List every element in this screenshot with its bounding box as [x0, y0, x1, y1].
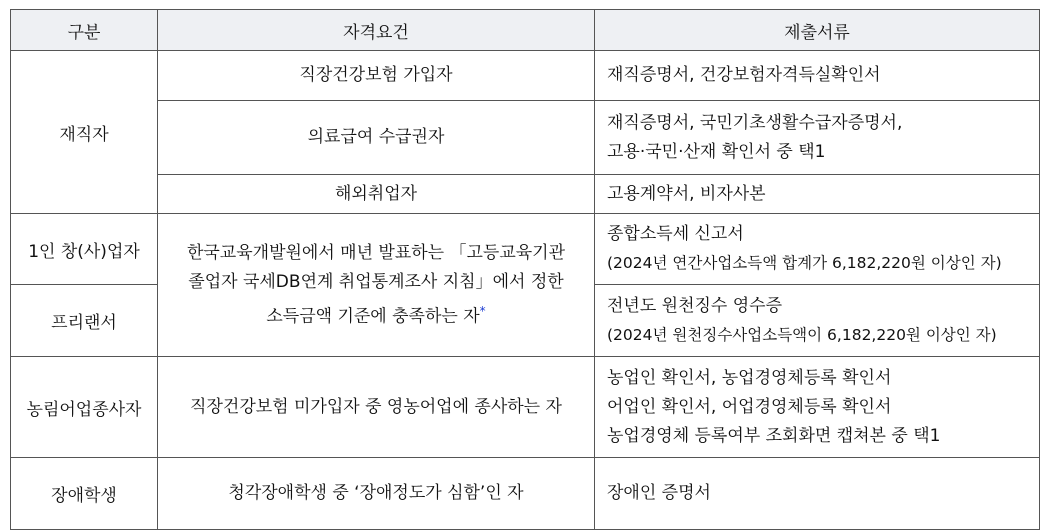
category-disabled-student: 장애학생	[11, 458, 158, 530]
table-row	[11, 458, 1040, 530]
requirement-cell: 해외취업자	[158, 175, 595, 214]
shared-requirement-cell	[158, 214, 595, 357]
requirement-cell: 청각장애학생 중 ‘장애정도가 심함’인 자	[158, 458, 595, 530]
documents-cell	[595, 214, 1040, 285]
document-line: 고용계약서, 비자사본	[607, 183, 766, 204]
requirement-line: 소득금액 기준에 충족하는 자	[266, 306, 480, 327]
category-self-employed: 1인 창(사)업자	[11, 214, 158, 285]
category-employed: 재직자	[11, 51, 158, 214]
document-line: 농업인 확인서, 농업경영체등록 확인서	[607, 367, 892, 388]
category-farmer: 농림어업종사자	[11, 357, 158, 458]
document-line: 전년도 원천징수 영수증	[607, 295, 783, 316]
header-category: 구분	[11, 10, 158, 51]
table-row	[11, 214, 1040, 285]
table-row	[11, 101, 1040, 175]
document-line: (2024년 원천징수사업소득액이 6,182,220원 이상인 자)	[607, 325, 997, 344]
documents-cell	[595, 101, 1040, 175]
table-row	[11, 51, 1040, 101]
table-row	[11, 175, 1040, 214]
requirement-cell: 직장건강보험 가입자	[158, 51, 595, 101]
document-line: 고용·국민·산재 확인서 중 택1	[607, 141, 826, 162]
documents-cell	[595, 458, 1040, 530]
eligibility-table	[10, 9, 1040, 530]
header-documents: 제출서류	[595, 10, 1040, 51]
documents-cell	[595, 175, 1040, 214]
table-row	[11, 357, 1040, 458]
category-freelancer: 프리랜서	[11, 285, 158, 357]
requirement-cell: 직장건강보험 미가입자 중 영농어업에 종사하는 자	[158, 357, 595, 458]
document-line: 재직증명서, 국민기초생활수급자증명서,	[607, 112, 903, 133]
requirement-line: 한국교육개발원에서 매년 발표하는 「고등교육기관	[186, 242, 566, 263]
document-line: 종합소득세 신고서	[607, 224, 744, 244]
document-line: 농업경영체 등록여부 조회화면 캡쳐본 중 택1	[607, 425, 941, 446]
document-line: 재직증명서, 건강보험자격득실확인서	[607, 65, 881, 85]
requirement-line: 졸업자 국세DB연계 취업통계조사 지침」에서 정한	[188, 271, 564, 292]
document-line: (2024년 연간사업소득액 합계가 6,182,220원 이상인 자)	[607, 254, 1002, 272]
document-line: 장애인 증명서	[607, 483, 711, 503]
footnote-asterisk: *	[479, 303, 486, 318]
documents-cell	[595, 51, 1040, 101]
header-requirement: 자격요건	[158, 10, 595, 51]
document-line: 어업인 확인서, 어업경영체등록 확인서	[607, 396, 892, 417]
documents-cell	[595, 357, 1040, 458]
header-row	[11, 10, 1040, 51]
documents-cell	[595, 285, 1040, 357]
requirement-cell: 의료급여 수급권자	[158, 101, 595, 175]
